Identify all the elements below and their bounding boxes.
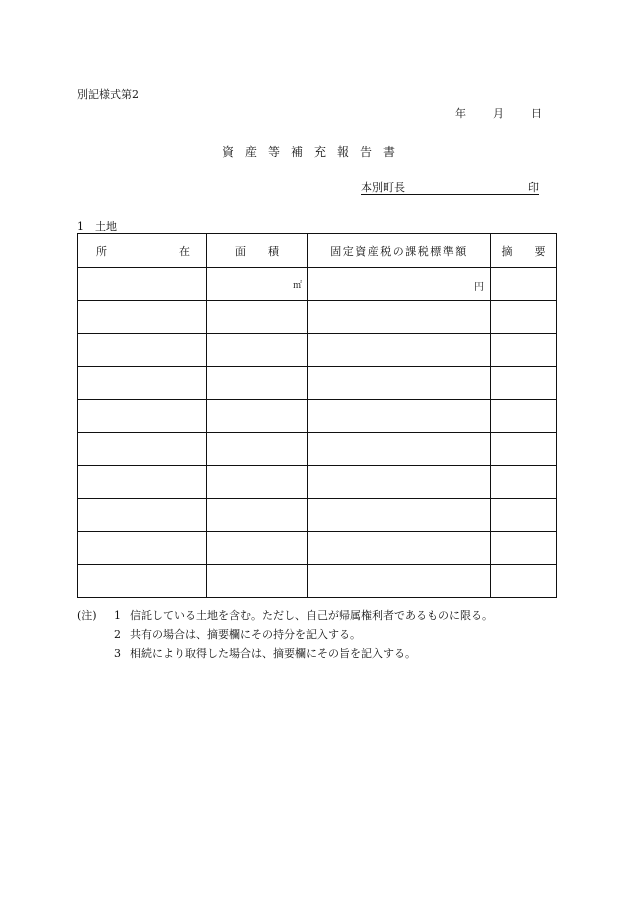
addressee-line bbox=[361, 179, 539, 195]
header-location-char-2: 在 bbox=[179, 244, 190, 258]
remarks-cell[interactable] bbox=[491, 400, 557, 433]
section-heading: 1 土地 bbox=[77, 220, 117, 233]
year-label: 年 bbox=[455, 107, 466, 120]
location-cell[interactable] bbox=[78, 466, 207, 499]
table-row bbox=[78, 400, 557, 433]
area-cell[interactable] bbox=[207, 433, 308, 466]
document-title: 資産等補充報告書 bbox=[222, 145, 407, 159]
table-row bbox=[78, 367, 557, 400]
header-remarks bbox=[491, 234, 557, 268]
remarks-cell[interactable] bbox=[491, 367, 557, 400]
table-row bbox=[78, 433, 557, 466]
header-tax-value-label: 固定資産税の課税標準額 bbox=[330, 244, 468, 258]
table-row bbox=[78, 334, 557, 367]
remarks-cell[interactable] bbox=[491, 301, 557, 334]
table-row bbox=[78, 466, 557, 499]
area-cell[interactable] bbox=[207, 532, 308, 565]
remarks-cell[interactable] bbox=[491, 466, 557, 499]
area-cell[interactable] bbox=[207, 268, 308, 301]
tax-value-cell[interactable] bbox=[308, 499, 491, 532]
tax-value-cell[interactable] bbox=[308, 268, 491, 301]
area-cell[interactable] bbox=[207, 334, 308, 367]
location-cell[interactable] bbox=[78, 532, 207, 565]
header-remarks-char-1: 摘 bbox=[501, 244, 513, 258]
header-location-char-1: 所 bbox=[96, 244, 107, 258]
remarks-cell[interactable] bbox=[491, 532, 557, 565]
month-label: 月 bbox=[493, 107, 504, 120]
note-number: 2 bbox=[114, 628, 121, 641]
location-cell[interactable] bbox=[78, 499, 207, 532]
table-row bbox=[78, 301, 557, 334]
remarks-cell[interactable] bbox=[491, 334, 557, 367]
location-cell[interactable] bbox=[78, 367, 207, 400]
day-label: 日 bbox=[531, 107, 542, 120]
header-tax-value bbox=[308, 234, 491, 268]
area-cell[interactable] bbox=[207, 301, 308, 334]
square-meter-unit: ㎡ bbox=[292, 281, 302, 291]
location-cell[interactable] bbox=[78, 400, 207, 433]
tax-value-cell[interactable] bbox=[308, 565, 491, 598]
tax-value-cell[interactable] bbox=[308, 400, 491, 433]
tax-value-cell[interactable] bbox=[308, 433, 491, 466]
area-cell[interactable] bbox=[207, 565, 308, 598]
location-cell[interactable] bbox=[78, 433, 207, 466]
tax-value-cell[interactable] bbox=[308, 466, 491, 499]
header-remarks-char-2: 要 bbox=[534, 244, 546, 258]
header-location bbox=[78, 234, 207, 268]
tax-value-cell[interactable] bbox=[308, 532, 491, 565]
remarks-cell[interactable] bbox=[491, 565, 557, 598]
tax-value-cell[interactable] bbox=[308, 301, 491, 334]
header-area-char-2: 積 bbox=[268, 244, 279, 258]
area-cell[interactable] bbox=[207, 499, 308, 532]
form-number: 別記様式第2 bbox=[77, 88, 139, 101]
land-table bbox=[77, 233, 557, 598]
location-cell[interactable] bbox=[78, 565, 207, 598]
note-text: 信託している土地を含む。ただし、自己が帰属権利者であるものに限る。 bbox=[130, 609, 493, 622]
tax-value-cell[interactable] bbox=[308, 367, 491, 400]
table-row bbox=[78, 499, 557, 532]
seal-mark: 印 bbox=[528, 181, 539, 194]
table-header-row bbox=[78, 234, 557, 268]
remarks-cell[interactable] bbox=[491, 268, 557, 301]
area-cell[interactable] bbox=[207, 400, 308, 433]
area-cell[interactable] bbox=[207, 466, 308, 499]
remarks-cell[interactable] bbox=[491, 499, 557, 532]
note-text: 共有の場合は、摘要欄にその持分を記入する。 bbox=[130, 628, 361, 641]
table-row bbox=[78, 532, 557, 565]
location-cell[interactable] bbox=[78, 334, 207, 367]
location-cell[interactable] bbox=[78, 268, 207, 301]
addressee-name: 本別町長 bbox=[361, 181, 405, 194]
note-text: 相続により取得した場合は、摘要欄にその旨を記入する。 bbox=[130, 647, 416, 660]
remarks-cell[interactable] bbox=[491, 433, 557, 466]
note-number: 3 bbox=[114, 647, 121, 660]
header-area bbox=[207, 234, 308, 268]
note-number: 1 bbox=[114, 609, 121, 622]
table-row bbox=[78, 268, 557, 301]
table-row bbox=[78, 565, 557, 598]
header-area-char-1: 面 bbox=[235, 244, 246, 258]
location-cell[interactable] bbox=[78, 301, 207, 334]
notes-label: (注) bbox=[77, 609, 97, 622]
area-cell[interactable] bbox=[207, 367, 308, 400]
tax-value-cell[interactable] bbox=[308, 334, 491, 367]
yen-unit: 円 bbox=[474, 282, 484, 293]
